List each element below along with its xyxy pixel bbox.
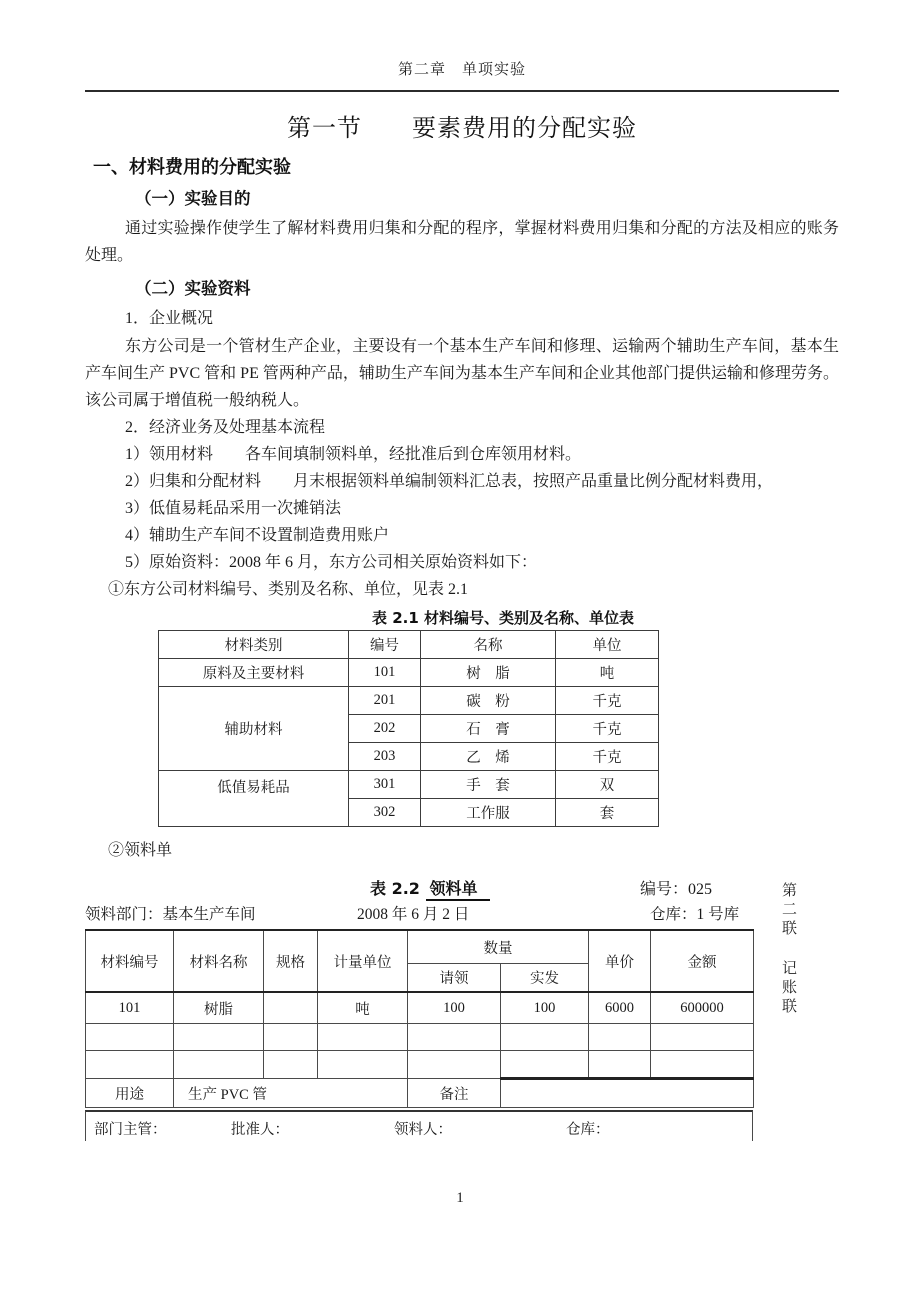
step-5: 5）原始资料：2008 年 6 月，东方公司相关原始资料如下： — [125, 554, 538, 571]
remark-label: 备注 — [408, 1079, 501, 1108]
unit-cell: 双 — [556, 770, 659, 798]
col-header-category: 材料类别 — [159, 630, 349, 658]
col-header-spec: 规格 — [264, 930, 318, 992]
requisition-info-line — [85, 902, 839, 929]
unit-cell: 吨 — [318, 992, 408, 1024]
note-materials: ①东方公司材料编号、类别及名称、单位，见表 2.1 — [108, 581, 469, 598]
col-header-qty: 数量 — [408, 930, 589, 964]
step-3: 3）低值易耗品采用一次摊销法 — [125, 500, 342, 517]
issued-cell: 100 — [501, 992, 589, 1024]
table21-caption: 表 2.1 材料编号、类别及名称、单位表 — [371, 608, 635, 627]
table22-caption — [370, 876, 490, 899]
copy-label-second: 第二联 — [780, 882, 796, 939]
spec-cell — [264, 992, 318, 1024]
empty-row — [86, 1051, 754, 1079]
requisition-block — [85, 876, 839, 1141]
table22-caption-title: 领料单 — [426, 879, 490, 901]
category-cell: 低值易耗品 — [159, 770, 349, 826]
category-cell: 原料及主要材料 — [159, 658, 349, 686]
materials-table — [158, 630, 659, 827]
unit-cell: 套 — [556, 798, 659, 826]
requested-cell: 100 — [408, 992, 501, 1024]
name-cell: 乙 烯 — [421, 742, 556, 770]
table-header-row — [159, 630, 659, 658]
table-row — [86, 992, 754, 1024]
signature-requisitioner: 领料人： — [394, 1122, 452, 1138]
amount-cell: 600000 — [651, 992, 754, 1024]
signature-dept-manager: 部门主管： — [94, 1122, 167, 1138]
step-2: 2）归集和分配材料 月末根据领料单编制领料汇总表，按照产品重量比例分配材料费用， — [125, 473, 774, 490]
paragraph-company: 东方公司是一个管材生产企业，主要设有一个基本生产车间和修理、运输两个辅助生产车间，基本生产车间生产 PVC 管和 PE 管两种产品，辅助生产车间为基本生产车间和企业其他部门提供运输和修理劳务。该公司属于增值税一般纳税人。 — [85, 337, 839, 409]
requisition-dept: 领料部门：基本生产车间 — [85, 906, 256, 923]
code-cell: 201 — [349, 686, 421, 714]
usage-row — [86, 1079, 754, 1108]
code-cell: 101 — [86, 992, 174, 1024]
copy-label-bookkeeping: 记账联 — [780, 960, 796, 1017]
col-header-code: 材料编号 — [86, 930, 174, 992]
name-cell: 工作服 — [421, 798, 556, 826]
signature-warehouse: 仓库： — [566, 1122, 610, 1138]
col-header-requested: 请领 — [408, 964, 501, 993]
col-header-amount: 金额 — [651, 930, 754, 992]
col-header-code: 编号 — [349, 630, 421, 658]
step-4: 4）辅助生产车间不设置制造费用账户 — [125, 527, 390, 544]
requisition-date: 2008 年 6 月 2 日 — [357, 906, 470, 923]
col-header-price: 单价 — [589, 930, 651, 992]
category-cell: 辅助材料 — [159, 686, 349, 770]
price-cell: 6000 — [589, 992, 651, 1024]
table-row — [159, 658, 659, 686]
heading-data: （二）实验资料 — [135, 279, 251, 298]
empty-row — [86, 1024, 754, 1051]
doc-number: 编号：025 — [640, 881, 713, 898]
usage-value: 生产 PVC 管 — [174, 1079, 408, 1108]
heading-main: 一、材料费用的分配实验 — [93, 157, 291, 178]
name-cell: 碳 粉 — [421, 686, 556, 714]
table22-caption-prefix: 表 2.2 — [370, 879, 420, 898]
requisition-table — [85, 929, 754, 1108]
table-row — [159, 770, 659, 798]
list-item-company: 1．企业概况 — [125, 310, 214, 327]
remark-value — [501, 1079, 754, 1108]
step-1: 1）领用材料 各车间填制领料单，经批准后到仓库领用材料。 — [125, 446, 582, 463]
code-cell: 302 — [349, 798, 421, 826]
paragraph-purpose: 通过实验操作使学生了解材料费用归集和分配的程序，掌握材料费用归集和分配的方法及相应的账务处理。 — [85, 220, 839, 264]
name-cell: 树 脂 — [421, 658, 556, 686]
code-cell: 301 — [349, 770, 421, 798]
list-item-process: 2．经济业务及处理基本流程 — [125, 418, 326, 436]
unit-cell: 千克 — [556, 742, 659, 770]
heading-purpose: （一）实验目的 — [135, 189, 251, 208]
col-header-unit: 单位 — [556, 630, 659, 658]
signature-row — [85, 1110, 753, 1141]
running-header: 第二章 单项实验 — [85, 58, 839, 92]
name-cell: 石 膏 — [421, 714, 556, 742]
table-header-row — [86, 930, 754, 964]
col-header-name: 材料名称 — [174, 930, 264, 992]
code-cell: 101 — [349, 658, 421, 686]
code-cell: 203 — [349, 742, 421, 770]
table22-caption-line — [85, 876, 839, 902]
code-cell: 202 — [349, 714, 421, 742]
requisition-warehouse: 仓库：1 号库 — [650, 906, 740, 923]
unit-cell: 千克 — [556, 714, 659, 742]
col-header-issued: 实发 — [501, 964, 589, 993]
col-header-unit: 计量单位 — [318, 930, 408, 992]
name-cell: 树脂 — [174, 992, 264, 1024]
signature-approver: 批准人： — [231, 1122, 289, 1138]
unit-cell: 吨 — [556, 658, 659, 686]
section-title: 第一节 要素费用的分配实验 — [287, 116, 637, 142]
page-number: 1 — [456, 1190, 464, 1206]
page-content — [85, 58, 839, 1141]
note-requisition: ②领料单 — [108, 841, 173, 859]
unit-cell: 千克 — [556, 686, 659, 714]
col-header-name: 名称 — [421, 630, 556, 658]
usage-label: 用途 — [86, 1079, 174, 1108]
table-row — [159, 686, 659, 714]
name-cell: 手 套 — [421, 770, 556, 798]
